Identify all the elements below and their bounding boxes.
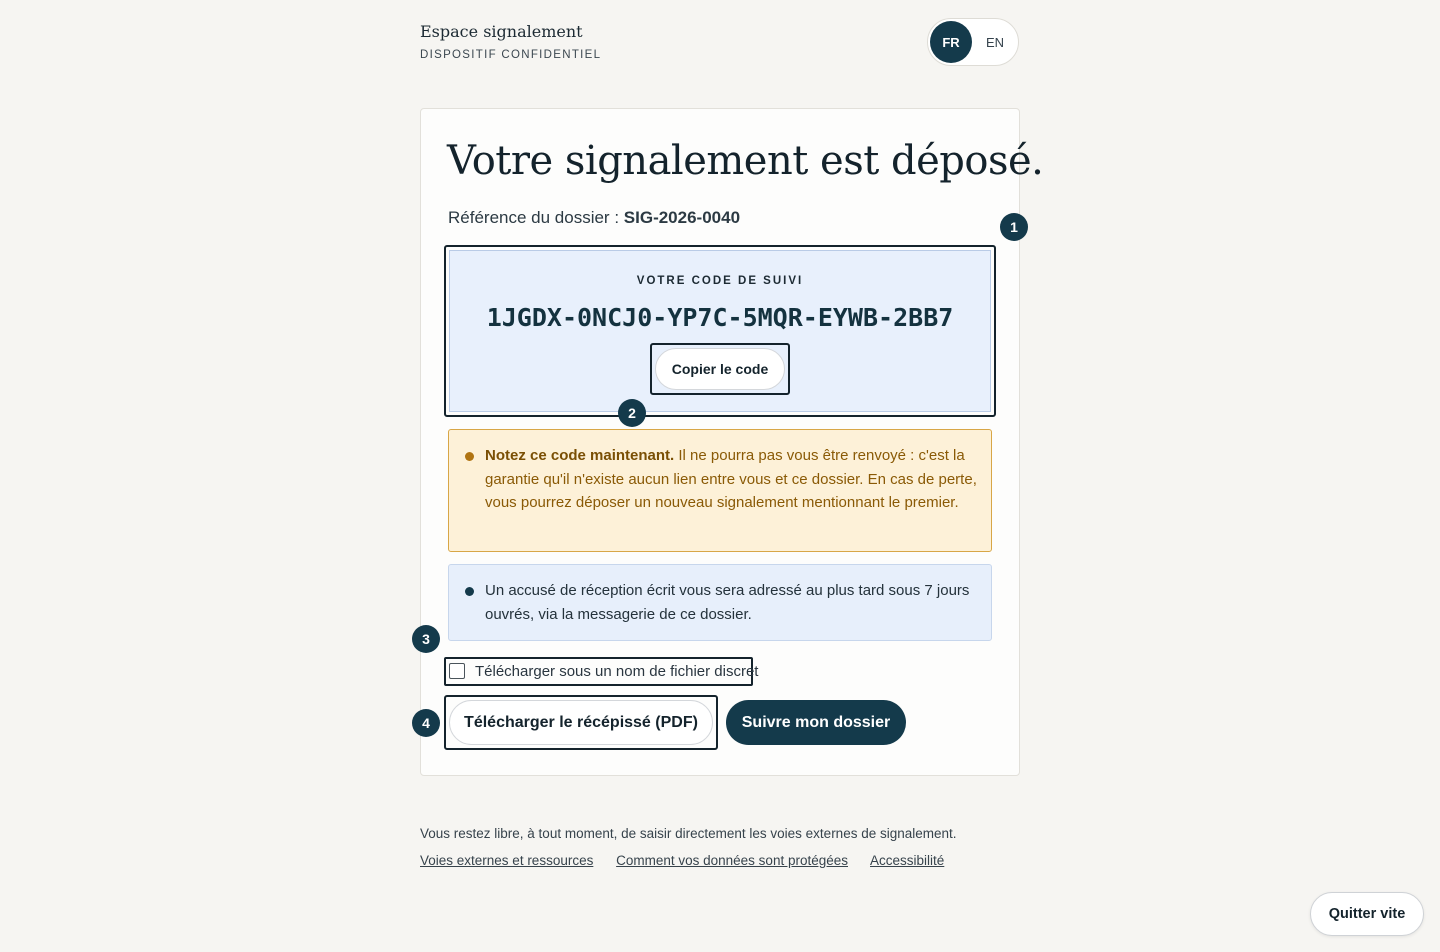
language-fr-button[interactable]: FR (930, 21, 972, 63)
warning-bold: Notez ce code maintenant. (485, 447, 675, 464)
discreet-filename-label[interactable]: Télécharger sous un nom de fichier discret (475, 663, 759, 680)
footer-link-accessibility[interactable]: Accessibilité (870, 853, 945, 868)
annotation-marker-3: 3 (412, 625, 440, 653)
annotation-marker-1: 1 (1000, 213, 1028, 241)
footer-notice: Vous restez libre, à tout moment, de saisir directement les voies externes de signalement. (420, 826, 957, 841)
annotation-marker-2: 2 (618, 399, 646, 427)
copy-code-focus-frame (650, 343, 790, 395)
brand (420, 22, 601, 61)
tracking-code-label: VOTRE CODE DE SUIVI (636, 275, 804, 287)
info-text: Un accusé de réception écrit vous sera adressé au plus tard sous 7 jours ouvrés, via la messagerie de ce dossier. (485, 582, 970, 623)
footer-link-data-protection[interactable]: Comment vos données sont protégées (616, 853, 848, 868)
tracking-code-value: 1JGDX-0NCJ0-YP7C-5MQR-EYWB-2BB7 (486, 303, 954, 332)
warning-text (485, 444, 981, 515)
brand-title: Espace signalement (420, 22, 583, 41)
language-en-button[interactable]: EN (985, 34, 1005, 50)
download-pdf-focus-frame (444, 695, 718, 750)
quick-exit-button[interactable]: Quitter vite (1310, 892, 1424, 936)
brand-subtitle: DISPOSITIF CONFIDENTIEL (420, 49, 602, 61)
download-receipt-button[interactable]: Télécharger le récépissé (PDF) (449, 700, 713, 745)
discreet-filename-checkbox-row[interactable] (444, 657, 759, 686)
warning-body: Il ne pourra pas vous être renvoyé : c'est la garantie qu'il n'existe aucun lien entre vous et ce dossier. En cas de perte, vous pourrez déposer un nouveau signalement mentionnant le premier. (485, 447, 977, 511)
language-switcher (927, 18, 1019, 66)
footer-links (420, 853, 963, 868)
page-title: Votre signalement est déposé. (447, 138, 1044, 184)
follow-dossier-button[interactable]: Suivre mon dossier (726, 700, 906, 745)
warning-alert (448, 429, 992, 552)
reference-value: SIG-2026-0040 (623, 208, 741, 227)
reference-label: Référence du dossier : (448, 208, 620, 227)
dossier-reference (448, 208, 740, 228)
copy-code-button[interactable]: Copier le code (655, 348, 785, 390)
footer-link-external-channels[interactable]: Voies externes et ressources (420, 853, 594, 868)
info-alert (448, 564, 992, 641)
info-bullet-icon (465, 587, 474, 596)
warning-bullet-icon (465, 452, 474, 461)
annotation-marker-4: 4 (412, 709, 440, 737)
discreet-filename-checkbox[interactable] (449, 663, 465, 679)
